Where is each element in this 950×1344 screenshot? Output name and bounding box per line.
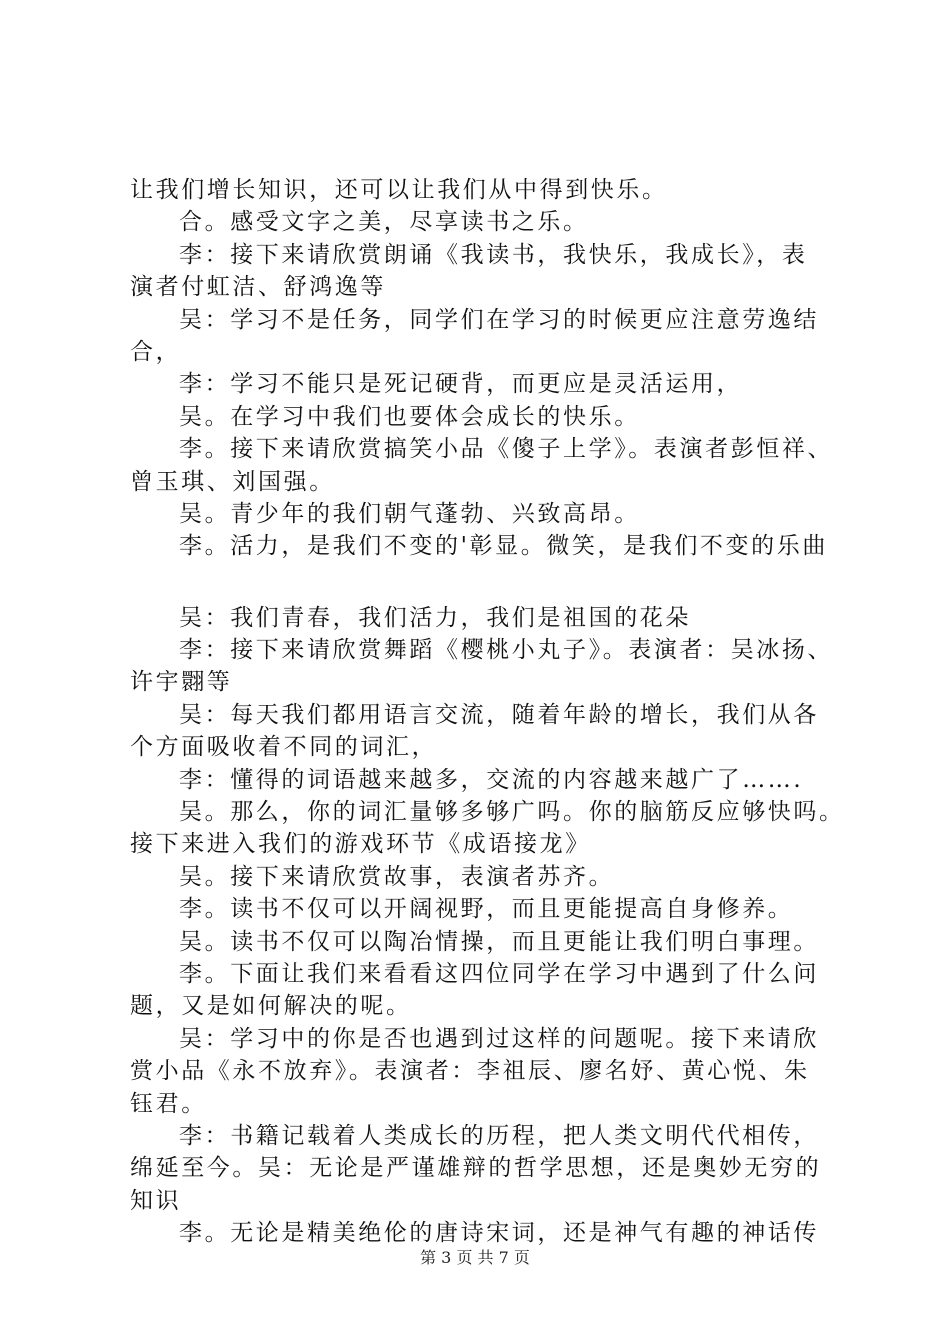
text-line: 吴。在学习中我们也要体会成长的快乐。 bbox=[179, 403, 640, 430]
text-line: 李：接下来请欣赏朗诵《我读书，我快乐，我成长》，表 bbox=[179, 241, 808, 268]
text-line: 李：懂得的词语越来越多，交流的内容越来越广了……. bbox=[179, 766, 804, 793]
text-line: 曾玉琪、刘国强。 bbox=[130, 468, 335, 495]
text-line: 李。读书不仅可以开阔视野，而且更能提高自身修养。 bbox=[179, 896, 794, 923]
text-line: 李。活力，是我们不变的'彰显。微笑，是我们不变的乐曲 bbox=[179, 533, 828, 560]
text-line: 吴。那么，你的词汇量够多够广吗。你的脑筋反应够快吗。 bbox=[179, 799, 845, 826]
text-line: 吴。青少年的我们朝气蓬勃、兴致高昂。 bbox=[179, 500, 640, 527]
text-line: 李：接下来请欣赏舞蹈《樱桃小丸子》。表演者：吴冰扬、 bbox=[179, 637, 834, 664]
page-footer: 第 3 页 共 7 页 bbox=[420, 1248, 530, 1267]
text-line: 李。接下来请欣赏搞笑小品《傻子上学》。表演者彭恒祥、 bbox=[179, 436, 834, 463]
text-line: 接下来进入我们的游戏环节《成语接龙》 bbox=[130, 831, 591, 858]
text-line: 许宇翾等 bbox=[130, 669, 233, 696]
body-text bbox=[130, 174, 845, 1250]
text-line: 吴。读书不仅可以陶冶情操，而且更能让我们明白事理。 bbox=[179, 928, 819, 955]
text-line: 题，又是如何解决的呢。 bbox=[130, 993, 412, 1020]
text-line: 合。感受文字之美，尽享读书之乐。 bbox=[179, 209, 589, 236]
text-line: 演者付虹洁、舒鸿逸等 bbox=[130, 274, 386, 301]
text-line: 知识 bbox=[130, 1187, 182, 1214]
text-line: 李。无论是精美绝伦的唐诗宋词，还是神气有趣的神话传 bbox=[179, 1220, 819, 1247]
text-line: 钰君。 bbox=[130, 1090, 207, 1117]
paragraph-gap bbox=[130, 563, 840, 602]
text-line: 绵延至今。吴：无论是严谨雄辩的哲学思想，还是奥妙无穷的 bbox=[130, 1155, 822, 1182]
text-line: 吴：每天我们都用语言交流，随着年龄的增长，我们从各 bbox=[179, 701, 819, 728]
text-line: 吴：学习中的你是否也遇到过这样的问题呢。接下来请欣 bbox=[179, 1025, 819, 1052]
text-line: 李：学习不能只是死记硬背，而更应是灵活运用， bbox=[179, 371, 743, 398]
text-line: 李：书籍记载着人类成长的历程，把人类文明代代相传， bbox=[179, 1122, 819, 1149]
text-line: 吴：我们青春，我们活力，我们是祖国的花朵 bbox=[179, 604, 691, 631]
text-line: 个方面吸收着不同的词汇， bbox=[130, 734, 438, 761]
text-line: 吴：学习不是任务，同学们在学习的时候更应注意劳逸结 bbox=[179, 306, 819, 333]
text-line: 合， bbox=[130, 338, 182, 365]
text-line: 赏小品《永不放弃》。表演者：李祖辰、廖名妤、黄心悦、朱 bbox=[130, 1058, 810, 1085]
text-line: 让我们增长知识，还可以让我们从中得到快乐。 bbox=[130, 177, 668, 203]
text-line: 吴。接下来请欣赏故事，表演者苏齐。 bbox=[179, 863, 615, 890]
text-line: 李。下面让我们来看看这四位同学在学习中遇到了什么问 bbox=[179, 960, 819, 987]
